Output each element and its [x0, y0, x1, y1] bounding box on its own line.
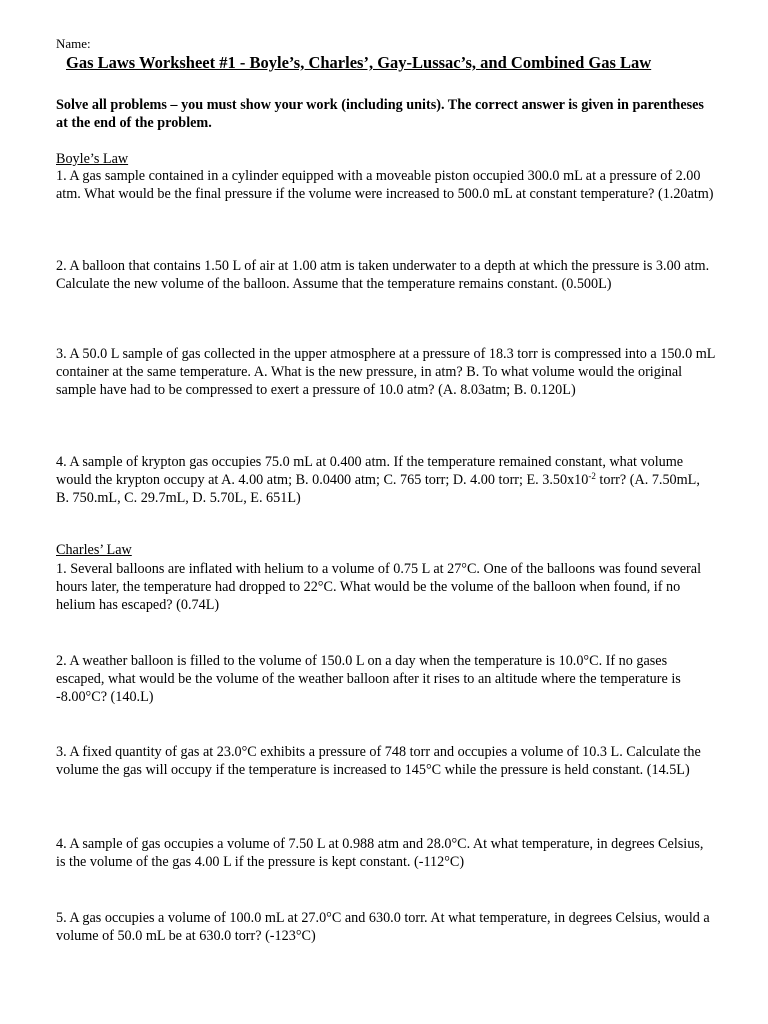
charles-question-3: 3. A fixed quantity of gas at 23.0°C exhibits a pressure of 748 torr and occupies a volume of 10.3 L. Calculate the volume the gas will occupy if the temperature is increased to 145°C while the pressure is held constant. (14.5L) [56, 744, 701, 779]
boyles-law-heading: Boyle’s Law [56, 151, 129, 167]
charles-law-heading: Charles’ Law [56, 542, 132, 558]
boyles-question-4-text: 4. A sample of krypton gas occupies 75.0 mL at 0.400 atm. If the temperature remained constant, what volume would the krypton occupy at A. 4.00 atm; B. 0.0400 atm; C. 765 torr; D. 4.00 torr; E. 3.50x10 [56, 454, 684, 489]
boyles-question-4-answer: torr? (A. 7.50mL, B. 750.mL, C. 29.7mL, D. 5.70L, E. 651L) [56, 472, 700, 507]
charles-question-5: 5. A gas occupies a volume of 100.0 mL at 27.0°C and 630.0 torr. At what temperature, in degrees Celsius, would a volume of 50.0 mL be at 630.0 torr? (-123°C) [56, 910, 710, 945]
name-label: Name: [56, 36, 91, 51]
charles-question-4: 4. A sample of gas occupies a volume of 7.50 L at 0.988 atm and 28.0°C. At what temperature, in degrees Celsius, is the volume of the gas 4.00 L if the pressure is kept constant. (-112°C) [56, 836, 704, 871]
boyles-question-4 [56, 453, 716, 508]
boyles-question-3: 3. A 50.0 L sample of gas collected in the upper atmosphere at a pressure of 18.3 torr is compressed into a 150.0 mL container at the same temperature. A. What is the new pressure, in atm? B. To what volume would the original sample have had to be compressed to exert a pressure of 10.0 atm? (A. 8.03atm; B. 0.120L) [56, 346, 715, 399]
boyles-question-2: 2. A balloon that contains 1.50 L of air at 1.00 atm is taken underwater to a depth at which the pressure is 3.00 atm. Calculate the new volume of the balloon. Assume that the temperature remains constant. (0.500L) [56, 258, 710, 293]
charles-question-2: 2. A weather balloon is filled to the volume of 150.0 L on a day when the temperature is 10.0°C. If no gases escaped, what would be the volume of the weather balloon after it rises to an altitude where the temperature is -8.00°C? (140.L) [56, 653, 681, 706]
instructions-text: Solve all problems – you must show your work (including units). The correct answer is given in parentheses at the end of the problem. [56, 97, 704, 132]
boyles-question-1: 1. A gas sample contained in a cylinder equipped with a moveable piston occupied 300.0 mL at a pressure of 2.00 atm. What would be the final pressure if the volume were increased to 500.0 mL at constant temperature? (1.20atm) [56, 168, 714, 203]
worksheet-title: Gas Laws Worksheet #1 - Boyle’s, Charles’, Gay-Lussac’s, and Combined Gas Law [66, 53, 652, 72]
exponent: -2 [588, 471, 596, 482]
charles-question-1: 1. Several balloons are inflated with helium to a volume of 0.75 L at 27°C. One of the balloons was found several hours later, the temperature had dropped to 22°C. What would be the volume of the balloon when found, if no helium has escaped? (0.74L) [56, 561, 702, 614]
